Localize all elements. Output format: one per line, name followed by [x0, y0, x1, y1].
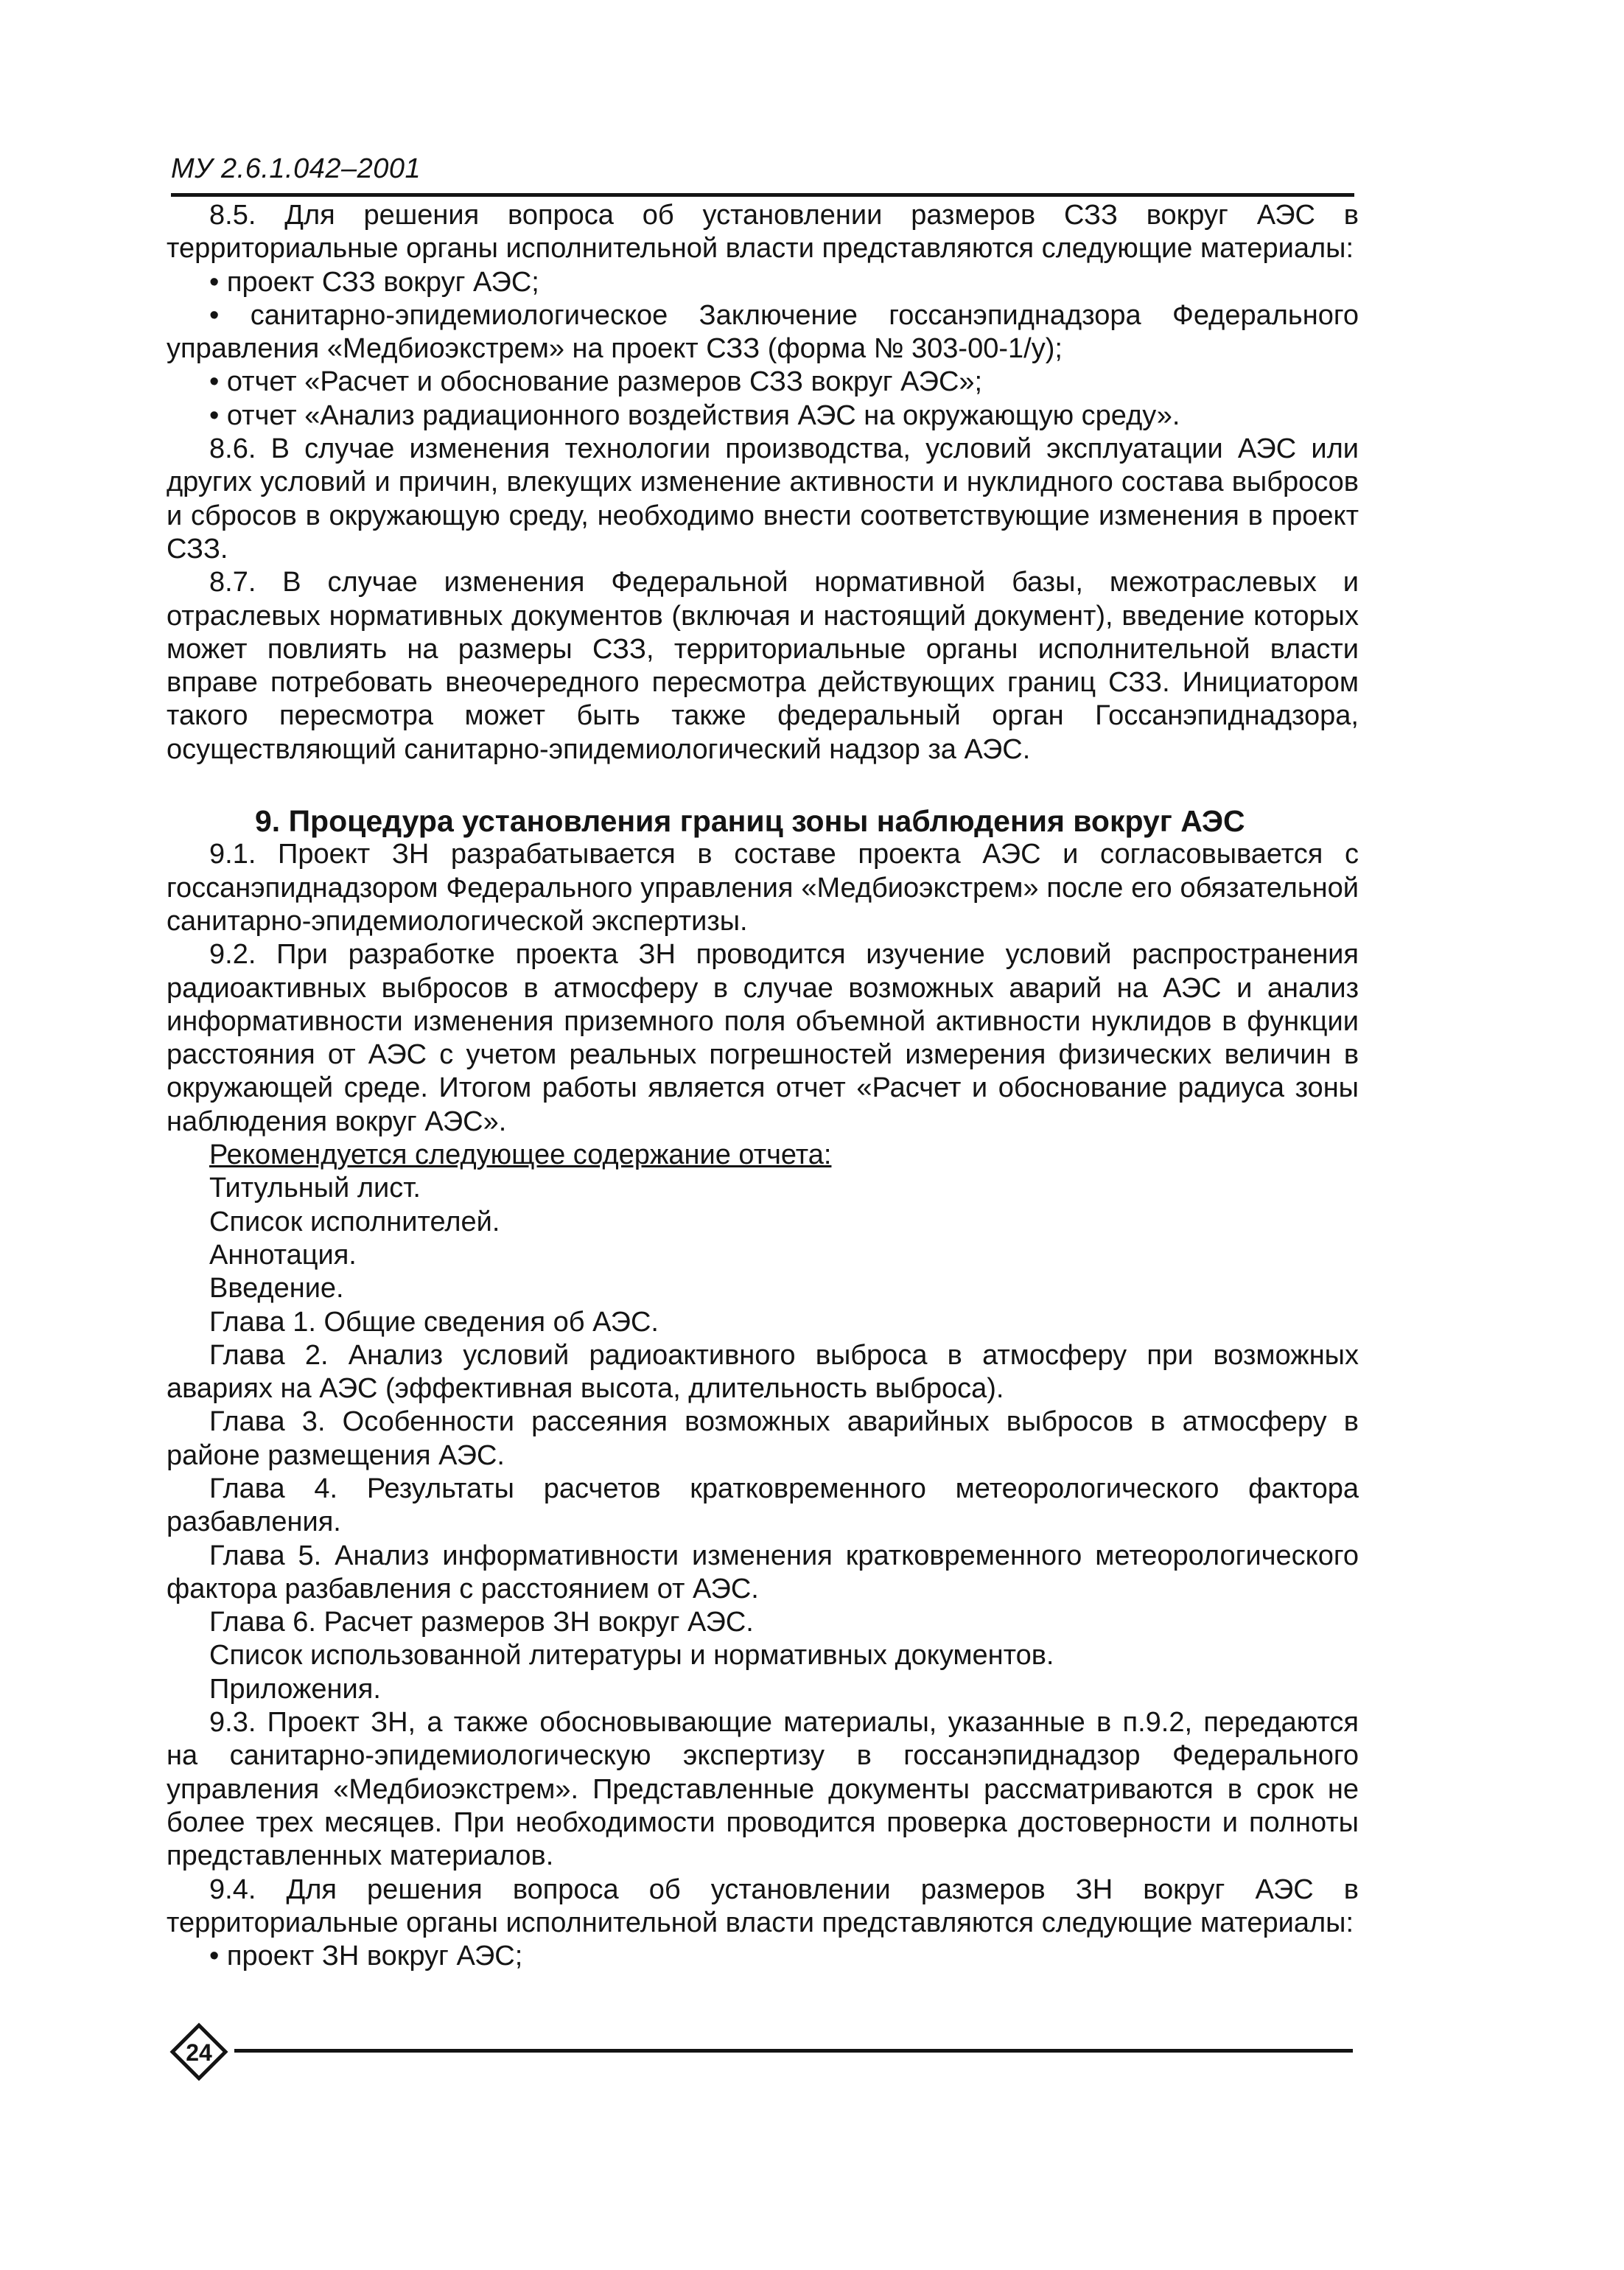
- document-body: [167, 199, 1359, 1973]
- paragraph-9-4: 9.4. Для решения вопроса об установлении размеров ЗН вокруг АЭС в территориальные органы исполнительной власти представляются следующие материалы:: [167, 1873, 1359, 1938]
- section-heading-9: 9. Процедура установления границ зоны наблюдения вокруг АЭС: [255, 804, 1245, 839]
- contents-item: Глава 2. Анализ условий радиоактивного выброса в атмосферу при возможных авариях на АЭС (эффективная высота, длительность выброса).: [167, 1339, 1359, 1405]
- contents-item: Введение.: [209, 1273, 344, 1305]
- bullet-item: • проект ЗН вокруг АЭС;: [167, 1940, 1359, 1973]
- contents-item: Глава 3. Особенности рассеяния возможных аварийных выбросов в атмосферу в районе размещения АЭС.: [167, 1406, 1359, 1471]
- report-contents-intro: [167, 1139, 1359, 1172]
- paragraph-8-6: 8.6. В случае изменения технологии производства, условий эксплуатации АЭС или других условий и причин, влекущих изменение активности и нуклидного состава выбросов и сбросов в окружающую среду, необходимо внести соответствующие изменения в проект СЗЗ.: [167, 433, 1359, 565]
- bullet-item: • санитарно-эпидемиологическое Заключение госсанэпиднадзора Федерального управления «Медбиоэкстрем» на проект СЗЗ (форма № 303-00-1/у);: [167, 299, 1359, 366]
- contents-item: Глава 4. Результаты расчетов кратковременного метеорологического фактора разбавления.: [167, 1473, 1359, 1538]
- contents-item: Аннотация.: [209, 1239, 357, 1271]
- paragraph-8-5: 8.5. Для решения вопроса об установлении размеров СЗЗ вокруг АЭС в территориальные органы исполнительной власти представляются следующие материалы:: [167, 200, 1359, 265]
- bullet-item: • отчет «Анализ радиационного воздействия АЭС на окружающую среду».: [167, 399, 1359, 433]
- document-code: МУ 2.6.1.042–2001: [171, 153, 421, 184]
- paragraph-8-7: 8.7. В случае изменения Федеральной нормативной базы, межотраслевых и отраслевых нормативных документов (включая и настоящий документ), введение которых может повлиять на размеры СЗЗ, территориальные органы исполнительной власти вправе потребовать внеочередного пересмотра действующих границ СЗЗ. Инициатором такого пересмотра может быть также федеральный орган Госсанэпиднадзора, осуществляющий санитарно-эпидемиологический надзор за АЭС.: [167, 567, 1359, 765]
- header-rule: [171, 193, 1354, 197]
- paragraph-9-2: 9.2. При разработке проекта ЗН проводится изучение условий распространения радиоактивных выбросов в атмосферу в случае возможных аварий на АЭС и анализ информативности изменения приземного поля объемной активности нуклидов в функции расстояния от АЭС с учетом реальных погрешностей измерения физических величин в окружающей среде. Итогом работы является отчет «Расчет и обоснование радиуса зоны наблюдения вокруг АЭС».: [167, 939, 1359, 1137]
- bullet-item: • проект СЗЗ вокруг АЭС;: [167, 266, 1359, 299]
- contents-item: Список исполнителей.: [209, 1206, 500, 1237]
- contents-item: Титульный лист.: [209, 1173, 421, 1204]
- contents-item: Глава 1. Общие сведения об АЭС.: [209, 1306, 659, 1338]
- contents-item: Приложения.: [209, 1673, 381, 1705]
- footer-rule: [234, 2049, 1353, 2053]
- page-number-badge: [169, 2022, 228, 2081]
- report-contents-label: Рекомендуется следующее содержание отчета:: [209, 1139, 832, 1171]
- contents-item: Глава 6. Расчет размеров ЗН вокруг АЭС.: [209, 1607, 754, 1638]
- contents-item: Список использованной литературы и нормативных документов.: [209, 1640, 1054, 1672]
- bullet-item: • отчет «Расчет и обоснование размеров СЗЗ вокруг АЭС»;: [167, 366, 1359, 399]
- paragraph-9-1: 9.1. Проект ЗН разрабатывается в составе проекта АЭС и согласовывается с госсанэпиднадзором Федерального управления «Медбиоэкстрем» после его обязательной санитарно-эпидемиологической экспертизы.: [167, 839, 1359, 937]
- paragraph-9-3: 9.3. Проект ЗН, а также обосновывающие материалы, указанные в п.9.2, передаются на санитарно-эпидемиологическую экспертизу в госсанэпиднадзор Федерального управления «Медбиоэкстрем». Представленные документы рассматриваются в срок не более трех месяцев. При необходимости проводится проверка достоверности и полноты представленных материалов.: [167, 1707, 1359, 1872]
- page-number: 24: [186, 2039, 212, 2066]
- contents-item: Глава 5. Анализ информативности изменения кратковременного метеорологического фактора разбавления с расстоянием от АЭС.: [167, 1540, 1359, 1604]
